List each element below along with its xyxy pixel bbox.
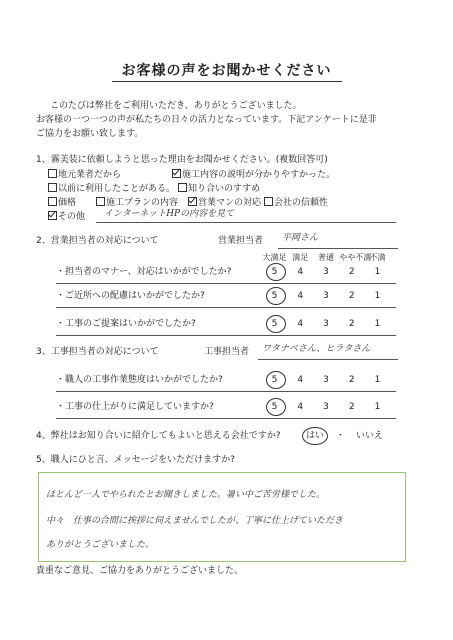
selected-rating-circle xyxy=(266,371,286,389)
selected-yes-circle xyxy=(302,427,328,445)
q2-person-underline xyxy=(278,248,398,249)
checked-checkbox-icon xyxy=(188,197,197,206)
rating-option[interactable]: 2 xyxy=(348,267,355,277)
message-line-1: ほとんど一人でやられたとお聞きしました。暑い中ご苦労様でした。 xyxy=(46,490,326,500)
q4-question: 4、弊社はお知り合いに紹介してもよいと思える会社ですか? xyxy=(36,431,281,441)
rating-option[interactable]: 1 xyxy=(374,375,381,385)
rating-option[interactable]: 1 xyxy=(374,319,381,329)
intro-line-2: お客様の一つ一つの声が私たちの日々の活力となっています。下記アンケートに是非 xyxy=(36,115,377,125)
rating-option[interactable]: 4 xyxy=(297,402,304,412)
page-title: お客様の声をお聞かせください xyxy=(121,63,332,79)
q3-person-name: ワタナベさん、ヒラタさん xyxy=(262,344,371,354)
scale-label-dissatisfied: 不満 xyxy=(369,253,386,262)
q2-item-3-label: ・工事のご提案はいかがでしたか? xyxy=(56,319,196,329)
scale-label-slightly-dissatisfied: やや不満 xyxy=(339,253,372,262)
title-underline xyxy=(112,81,342,82)
q4-yes-option[interactable]: はい xyxy=(306,431,325,441)
q2-question: 2、営業担当者の対応について xyxy=(36,236,159,246)
selected-rating-circle xyxy=(266,287,286,305)
rating-option[interactable]: 4 xyxy=(297,291,304,301)
checked-checkbox-icon xyxy=(48,211,57,220)
scale-label-satisfied: 満足 xyxy=(292,253,309,262)
rating-option[interactable]: 4 xyxy=(297,375,304,385)
q1-option-plan[interactable]: 施工プランの内容 xyxy=(96,197,178,209)
rating-option[interactable]: 2 xyxy=(348,291,355,301)
row-underline xyxy=(56,335,396,336)
q2-person-name: 平岡さん xyxy=(282,233,319,243)
intro-line-3: ご協力をお願い致します。 xyxy=(36,129,144,139)
scale-header xyxy=(262,253,390,263)
q1-other-underline xyxy=(96,222,396,223)
checked-checkbox-icon xyxy=(172,169,181,178)
q2-item-1-label: ・担当者のマナー、対応はいかがでしたか? xyxy=(56,267,232,277)
closing-text: 貴重なご意見、ご協力をありがとうございました。 xyxy=(36,566,244,576)
q3-item-1-label: ・職人の工事作業態度はいかがでしたか? xyxy=(56,375,223,385)
message-line-2: 中々 仕事の合間に挨拶に伺えませんでしたが、丁寧に仕上げていただき xyxy=(46,516,344,526)
q2-person-label: 営業担当者 xyxy=(218,236,264,246)
q1-option-previous[interactable]: 以前に利用したことがある。 xyxy=(48,183,175,195)
q4-separator: ・ xyxy=(336,431,346,441)
checkbox-icon xyxy=(48,169,57,178)
q3-person-underline xyxy=(258,359,398,360)
rating-option[interactable]: 4 xyxy=(297,319,304,329)
rating-option[interactable]: 4 xyxy=(297,267,304,277)
q4-no-option[interactable]: いいえ xyxy=(356,431,384,441)
selected-rating-circle xyxy=(266,263,286,281)
selected-rating-circle xyxy=(266,315,286,333)
q3-person-label: 工事担当者 xyxy=(204,347,250,357)
rating-option[interactable]: 5 xyxy=(271,375,278,385)
rating-option[interactable]: 3 xyxy=(323,267,329,277)
q1-option-explanation[interactable]: 施工内容の説明が分かりやすかった。 xyxy=(172,169,335,181)
checkbox-icon xyxy=(48,197,57,206)
rating-option[interactable]: 5 xyxy=(271,402,278,412)
row-underline xyxy=(56,283,396,284)
rating-option[interactable]: 3 xyxy=(323,375,329,385)
q5-question: 5、職人にひと言、メッセージをいただけますか? xyxy=(36,455,235,465)
q1-option-referral[interactable]: 知り合いのすすめ xyxy=(178,183,260,195)
row-underline xyxy=(56,391,396,392)
rating-option[interactable]: 3 xyxy=(323,291,329,301)
rating-option[interactable]: 1 xyxy=(374,291,381,301)
rating-option[interactable]: 1 xyxy=(374,402,381,412)
scale-label-normal: 普通 xyxy=(318,253,334,262)
checkbox-icon xyxy=(264,197,273,206)
q1-option-trust[interactable]: 会社の信頼性 xyxy=(264,197,328,209)
q2-item-2-label: ・ご近所への配慮はいかがでしたか? xyxy=(56,291,205,301)
selected-rating-circle xyxy=(266,398,286,416)
scale-label-very-satisfied: 大満足 xyxy=(262,253,287,262)
rating-option[interactable]: 1 xyxy=(374,267,381,277)
row-underline xyxy=(56,418,396,419)
q1-option-price[interactable]: 価格 xyxy=(48,197,76,209)
rating-option[interactable]: 2 xyxy=(348,375,355,385)
checkbox-icon xyxy=(178,183,187,192)
intro-line-1: このたびは弊社をご利用いただき、ありがとうございました。 xyxy=(50,101,302,111)
rating-option[interactable]: 2 xyxy=(348,402,355,412)
rating-option[interactable]: 5 xyxy=(271,319,278,329)
q3-item-2-label: ・工事の仕上がりに満足していますか? xyxy=(56,402,214,412)
q1-option-sales[interactable]: 営業マンの対応 xyxy=(188,197,261,209)
checkbox-icon xyxy=(48,183,57,192)
row-underline xyxy=(56,307,396,308)
rating-option[interactable]: 3 xyxy=(323,319,329,329)
message-line-3: ありがとうございました。 xyxy=(46,540,155,550)
q1-other-answer: インターネットHPの内容を見て xyxy=(104,209,235,219)
rating-option[interactable]: 3 xyxy=(323,402,329,412)
q1-question: 1、霧美装に依頼しようと思った理由をお聞かせください。(複数回答可) xyxy=(36,155,328,165)
q1-option-local[interactable]: 地元業者だから xyxy=(48,169,121,181)
rating-option[interactable]: 2 xyxy=(348,319,355,329)
rating-option[interactable]: 5 xyxy=(271,267,278,277)
checkbox-icon xyxy=(96,197,105,206)
rating-option[interactable]: 5 xyxy=(271,291,278,301)
q1-option-other[interactable]: その他 xyxy=(48,211,85,223)
q3-question: 3、工事担当者の対応について xyxy=(36,347,159,357)
